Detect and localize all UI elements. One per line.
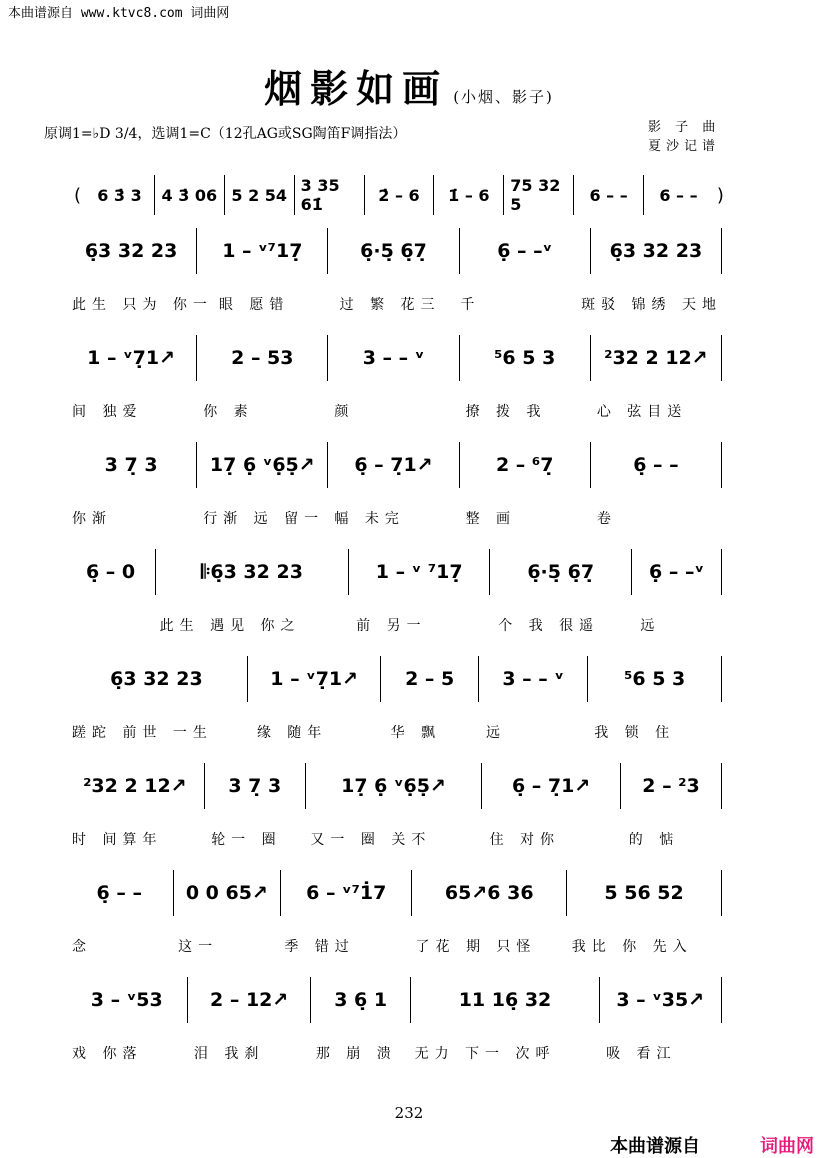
measure: 6̣ – –ᵛ: [632, 549, 722, 595]
lyric: 斑驳 锦绣 天地: [581, 297, 723, 313]
measure: 1 – ᵛ ⁷17̣: [349, 549, 490, 595]
intro-measure: 1̇ – 6: [434, 175, 504, 215]
measure: 17̣ 6̣ ᵛ6̣5̣↗: [197, 442, 328, 488]
lyric: 无力 下一 次呼: [414, 1046, 556, 1062]
measure: ⁵6 5 3: [588, 656, 722, 702]
lyric: 的 惦: [628, 832, 680, 848]
measure: 6̣ – –: [591, 442, 722, 488]
lyric: 住 对你: [489, 832, 561, 848]
lyric: 这一: [178, 939, 219, 955]
lyric: 华 飘: [390, 725, 442, 741]
lyrics-row: [66, 615, 722, 635]
key-signature-info: 原调1=♭D 3/4，选调1=C（12孔AG或SG陶笛F调指法）: [44, 126, 407, 142]
measure: 3 7̣ 3: [205, 763, 306, 809]
measure: 3 – ᵛ35↗: [600, 977, 722, 1023]
lyric: 季 错过: [284, 939, 355, 955]
measure: 𝄆6̣3 32 23: [156, 549, 349, 595]
measure: 17̣ 6̣ ᵛ6̣5̣↗: [306, 763, 482, 809]
lyric: 过 繁 花三: [339, 297, 441, 313]
lyric: 又一 圈 关不: [310, 832, 432, 848]
lyric: 行渐 远 留一: [203, 511, 325, 527]
watermark-bottom-left: 本曲谱源自: [610, 1136, 700, 1157]
lyric: 远: [640, 618, 661, 634]
measure: 1 – ᵛ7̣1↗: [66, 335, 197, 381]
measure: 6̣ – 0: [66, 549, 156, 595]
measure: 5 56 52: [567, 870, 722, 916]
lyric: 你渐: [72, 511, 112, 527]
lyric: [66, 615, 154, 635]
lyric: 时 间算年: [72, 832, 163, 848]
notes-row: [66, 450, 722, 480]
intro-measure: 4 3̇ 06: [155, 175, 225, 215]
measure: 3 – ᵛ53: [66, 977, 188, 1023]
notes-row: [66, 343, 722, 373]
lyric: 吸 看江: [606, 1046, 677, 1062]
measure: 3 – – ᵛ: [328, 335, 459, 381]
measure: ²32 2 12↗: [591, 335, 722, 381]
notes-row: [66, 878, 722, 908]
lyric: 卷: [596, 511, 617, 527]
measure: 6̣·5̣ 6̣7̣: [328, 228, 459, 274]
lyric: 缘 随年: [256, 725, 328, 741]
lyric: 轮一 圈: [211, 832, 282, 848]
lyrics-row: [66, 508, 722, 528]
lyric: 前 另一: [356, 618, 427, 634]
transcriber: 夏沙记谱: [648, 139, 721, 154]
measure: 3 – – ᵛ: [479, 656, 588, 702]
measure: 2 – 5: [381, 656, 478, 702]
lyrics-row: [66, 722, 722, 742]
song-title: 烟影如画: [264, 67, 449, 111]
measure: 6̣ – 7̣1↗: [328, 442, 459, 488]
measure: 2 – ²3: [621, 763, 722, 809]
intro-line: [70, 175, 728, 215]
notes-row: [66, 985, 722, 1015]
measure: 3 7̣ 3: [66, 442, 197, 488]
lyrics-row: [66, 936, 722, 956]
measure: 2 – 12↗: [188, 977, 310, 1023]
measure: 6 – ᵛ⁷1̇7: [281, 870, 412, 916]
lyric: 千: [460, 297, 481, 313]
lyric: 间 独爱: [72, 404, 143, 420]
measure: ⁵6 5 3: [460, 335, 591, 381]
measure: 6̣3 32 23: [591, 228, 722, 274]
notes-row: [66, 557, 722, 587]
lyric: 撩 拨 我: [465, 404, 547, 420]
intro-measure: 2̇ – 6: [365, 175, 435, 215]
lyric: 那 崩 溃: [315, 1046, 397, 1062]
notes-row: [66, 664, 722, 694]
measure: 6̣ – –: [66, 870, 174, 916]
measure: 6̣ – 7̣1↗: [482, 763, 621, 809]
song-subtitle: (小烟、影子): [453, 88, 554, 106]
intro-measure: 75 32 5: [504, 175, 574, 215]
measure: ²32 2 12↗: [66, 763, 205, 809]
lyric: 此生 只为 你一: [72, 297, 213, 313]
measure: 1 – ᵛ⁷17̣: [197, 228, 328, 274]
lyric: 心 弦目送: [596, 404, 688, 420]
lyric: 幅 未完: [334, 511, 405, 527]
lyric: 戏 你落: [72, 1046, 143, 1062]
measure: 6̣3 32 23: [66, 228, 197, 274]
watermark-bottom-right: 词曲网: [760, 1136, 814, 1157]
lyric: 颜: [334, 404, 355, 420]
lyric: 蹉跎 前世 一生: [72, 725, 213, 741]
intro-measure: 5 2 54: [225, 175, 295, 215]
page-number: 232: [394, 1104, 424, 1122]
intro-measure: 3 35 61̇: [295, 175, 365, 215]
lyrics-row: [66, 294, 722, 314]
credits: [648, 118, 720, 156]
lyric: 念: [72, 939, 92, 955]
measure: 0 0 65↗: [174, 870, 282, 916]
intro-measure: 6 – –: [659, 185, 698, 205]
watermark-top: 本曲谱源自 www.ktvc8.com 词曲网: [8, 6, 230, 21]
lyric: 远: [486, 725, 507, 741]
notes-row: [66, 771, 722, 801]
lyrics-row: [66, 1043, 722, 1063]
lyric: 了花 期 只怪: [415, 939, 537, 955]
intro-measure: 6 – –: [574, 175, 644, 215]
measure: 6̣ – –ᵛ: [460, 228, 591, 274]
measure: 3 6̣ 1: [311, 977, 412, 1023]
measure: 6̣3 32 23: [66, 656, 248, 702]
lyric: 此生 遇见 你之: [159, 618, 301, 634]
composer: 影 子 曲: [648, 120, 721, 135]
title-block: [0, 58, 818, 113]
measure: 2 – ⁶7̣: [460, 442, 591, 488]
lyric: 你 素: [203, 404, 254, 420]
intro-close-paren: ): [716, 184, 724, 206]
measure: 65↗6 36: [412, 870, 567, 916]
lyric: 眼 愿错: [218, 297, 290, 313]
lyric: 泪 我刹: [193, 1046, 265, 1062]
lyrics-row: [66, 829, 722, 849]
lyrics-row: [66, 401, 722, 421]
lyric: 我比 你 先入: [571, 939, 693, 955]
measure: 11 16̣ 32: [411, 977, 599, 1023]
measure: 1 – ᵛ7̣1↗: [248, 656, 382, 702]
intro-open-paren: (: [74, 184, 82, 206]
intro-measure: 6 3̇ 3: [85, 175, 155, 215]
lyric: 个 我 很遥: [498, 618, 600, 634]
lyric: 我 锁 住: [594, 725, 676, 741]
measure: 6̣·5̣ 6̣7̣: [490, 549, 631, 595]
measure: 2 – 53: [197, 335, 328, 381]
lyric: 整 画: [465, 511, 517, 527]
notes-row: [66, 236, 722, 266]
